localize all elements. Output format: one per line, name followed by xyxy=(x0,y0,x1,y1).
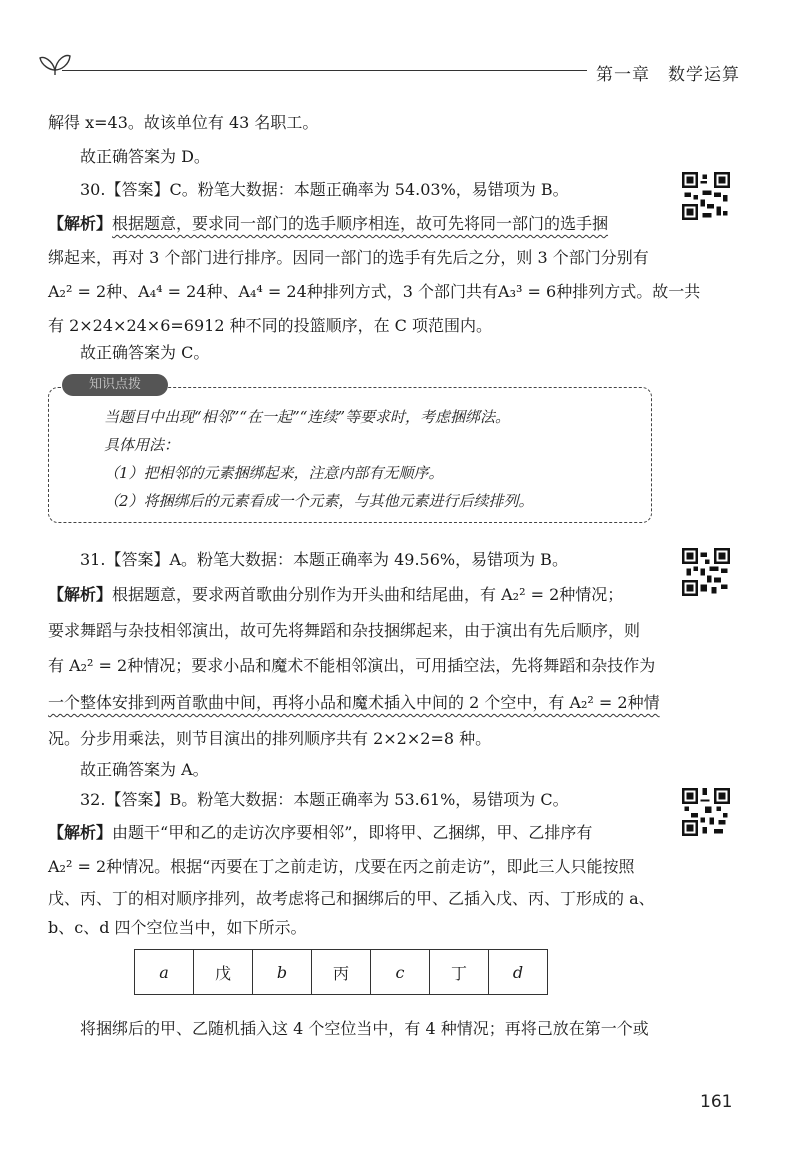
text-line: 故正确答案为 A。 xyxy=(80,760,209,779)
qr-code-icon[interactable] xyxy=(682,788,730,836)
tip-tag: 知识点拨 xyxy=(62,374,168,396)
text-line: 绑起来，再对 3 个部门进行排序。因同一部门的选手有先后之分，则 3 个部门分别有 xyxy=(48,248,649,267)
header-rule xyxy=(62,70,587,71)
text-line: 故正确答案为 D。 xyxy=(80,147,210,166)
text-line: b、c、d 四个空位当中，如下所示。 xyxy=(48,918,307,937)
q32-answer-heading: 32.【答案】B。粉笔大数据：本题正确率为 53.61%，易错项为 C。 xyxy=(80,790,569,809)
text-line: 有 A₂² = 2种情况；要求小品和魔术不能相邻演出，可用插空法，先将舞蹈和杂技作为 xyxy=(48,656,656,675)
slot-cell: a xyxy=(135,950,194,995)
page-number: 161 xyxy=(700,1092,733,1112)
slot-cell: d xyxy=(489,950,548,995)
text-line: 将捆绑后的甲、乙随机插入这 4 个空位当中，有 4 种情况；再将己放在第一个或 xyxy=(80,1019,649,1038)
slot-table xyxy=(134,949,548,995)
q31-answer-heading: 31.【答案】A。粉笔大数据：本题正确率为 49.56%，易错项为 B。 xyxy=(80,550,568,569)
text-line: 戊、丙、丁的相对顺序排列，故考虑将己和捆绑后的甲、乙插入戊、丙、丁形成的 a、 xyxy=(48,889,655,908)
text-line: 一个整体安排到两首歌曲中间，再将小品和魔术插入中间的 2 个空中，有 A₂² = 2种情 xyxy=(48,693,660,712)
slot-cell: 丁 xyxy=(430,950,489,995)
text-line: 故正确答案为 C。 xyxy=(80,343,210,362)
tip-line: （1）把相邻的元素捆绑起来，注意内部有无顺序。 xyxy=(104,464,444,482)
text-line: 有 2×24×24×6=6912 种不同的投篮顺序，在 C 项范围内。 xyxy=(48,316,493,335)
text-line: 【解析】由题干“甲和乙的走访次序要相邻”，即将甲、乙捆绑，甲、乙排序有 xyxy=(48,823,593,842)
chapter-heading: 第一章 数学运算 xyxy=(596,65,740,85)
text-line: 【解析】根据题意，要求同一部门的选手顺序相连，故可先将同一部门的选手捆 xyxy=(48,214,609,233)
tip-line: 具体用法： xyxy=(104,436,180,454)
text-line: 【解析】根据题意，要求两首歌曲分别作为开头曲和结尾曲，有 A₂² = 2种情况； xyxy=(48,585,624,604)
qr-code-icon[interactable] xyxy=(682,548,730,596)
slot-cell: b xyxy=(253,950,312,995)
text-line: A₂² = 2种情况。根据“丙要在丁之前走访，戊要在丙之前走访”，即此三人只能按照 xyxy=(48,857,635,876)
tip-line: （2）将捆绑后的元素看成一个元素，与其他元素进行后续排列。 xyxy=(104,492,534,510)
tip-line: 当题目中出现“相邻”“在一起”“连续”等要求时，考虑捆绑法。 xyxy=(104,408,511,426)
leaf-icon xyxy=(38,46,72,76)
slot-cell: 丙 xyxy=(312,950,371,995)
text-line: 要求舞蹈与杂技相邻演出，故可先将舞蹈和杂技捆绑起来，由于演出有先后顺序，则 xyxy=(48,621,641,640)
text-line: A₂² = 2种、A₄⁴ = 24种、A₄⁴ = 24种排列方式，3 个部门共有A₃³ = 6种排列方式。故一共 xyxy=(48,282,701,301)
text-line: 况。分步用乘法，则节目演出的排列顺序共有 2×2×2=8 种。 xyxy=(48,729,492,748)
slot-cell: c xyxy=(371,950,430,995)
qr-code-icon[interactable] xyxy=(682,172,730,220)
slot-cell: 戊 xyxy=(194,950,253,995)
text-line: 解得 x=43。故该单位有 43 名职工。 xyxy=(48,113,319,132)
q30-answer-heading: 30.【答案】C。粉笔大数据：本题正确率为 54.03%，易错项为 B。 xyxy=(80,180,569,199)
